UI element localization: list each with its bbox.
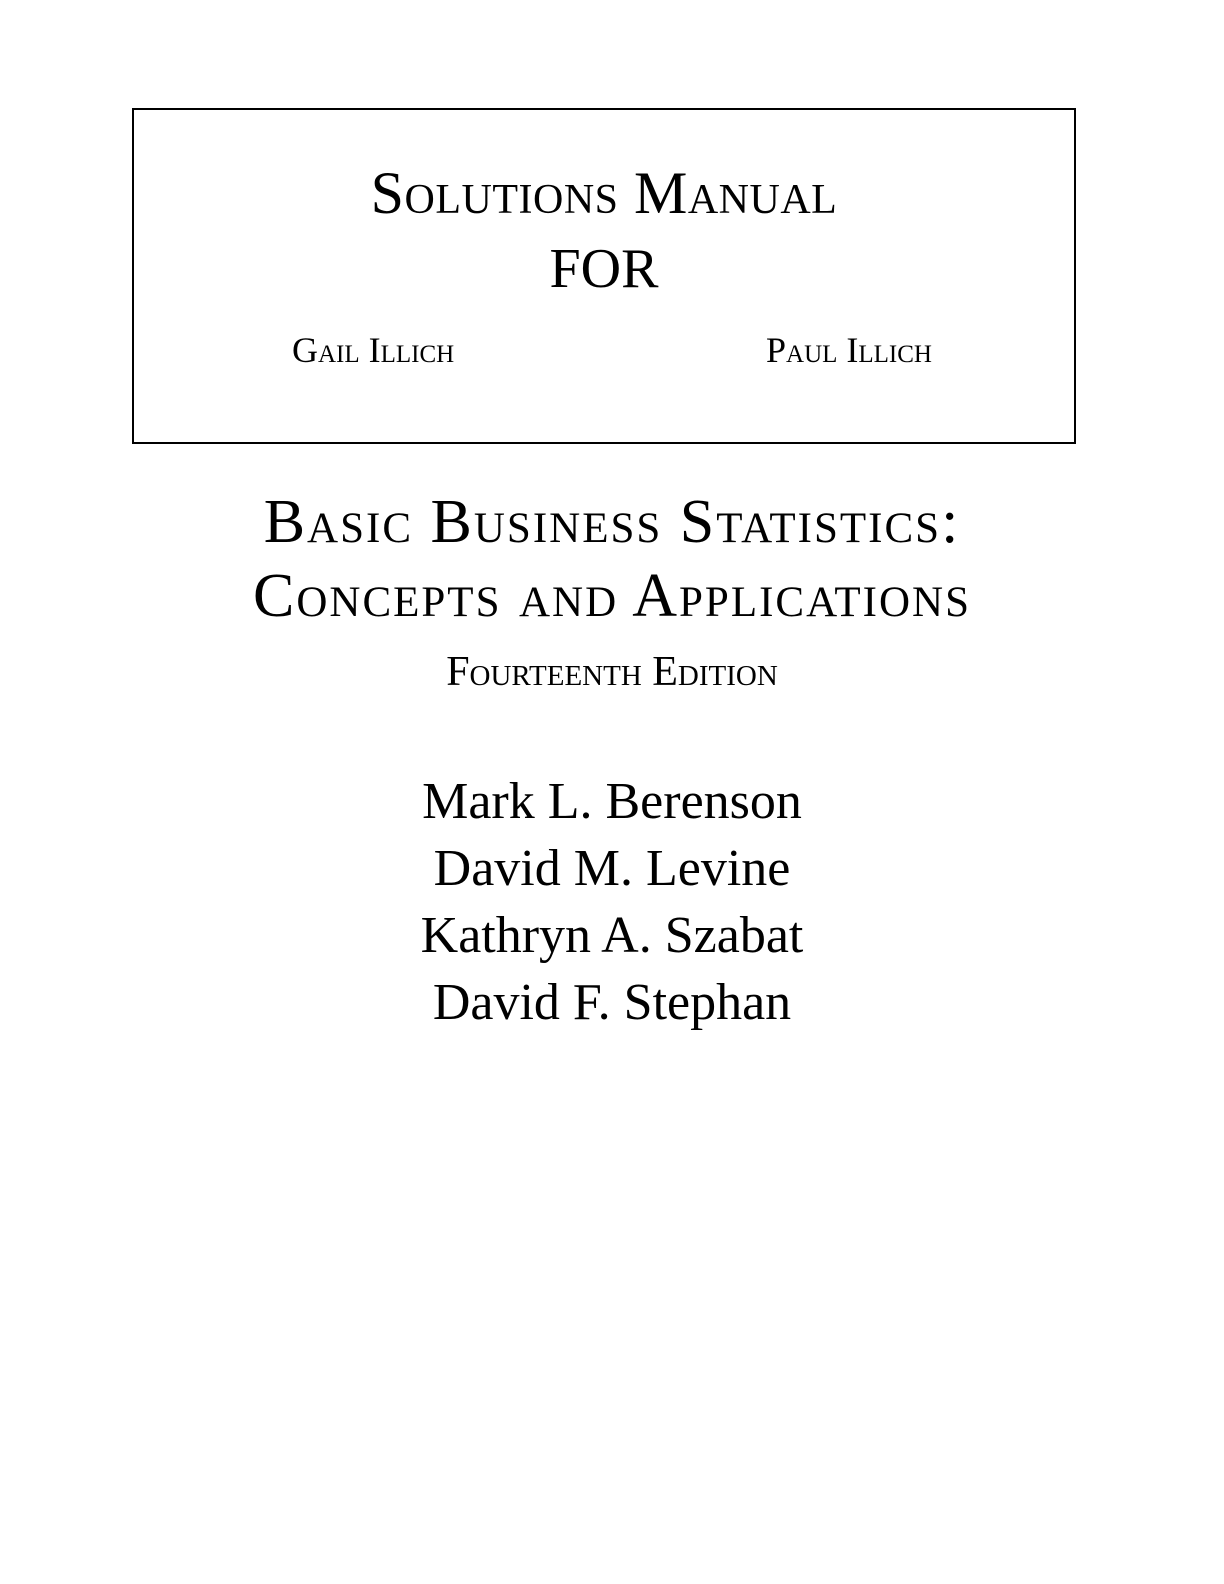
for-label: FOR [549, 238, 659, 300]
author-list [0, 768, 1224, 1036]
edition-label: Fourteenth Edition [446, 649, 778, 695]
author-name: David F. Stephan [432, 974, 792, 1031]
book-title-line-2: Concepts and Applications [252, 562, 971, 630]
author-name: Mark L. Berenson [422, 773, 802, 830]
author-name: Kathryn A. Szabat [420, 907, 804, 964]
translator-name: Gail Illich [292, 330, 455, 370]
book-title-line-1: Basic Business Statistics: [263, 488, 961, 556]
author-name: David M. Levine [433, 840, 791, 897]
translator-name: Paul Illich [766, 330, 932, 370]
manual-title: Solutions Manual [370, 160, 838, 226]
solutions-manual-box [132, 108, 1076, 444]
